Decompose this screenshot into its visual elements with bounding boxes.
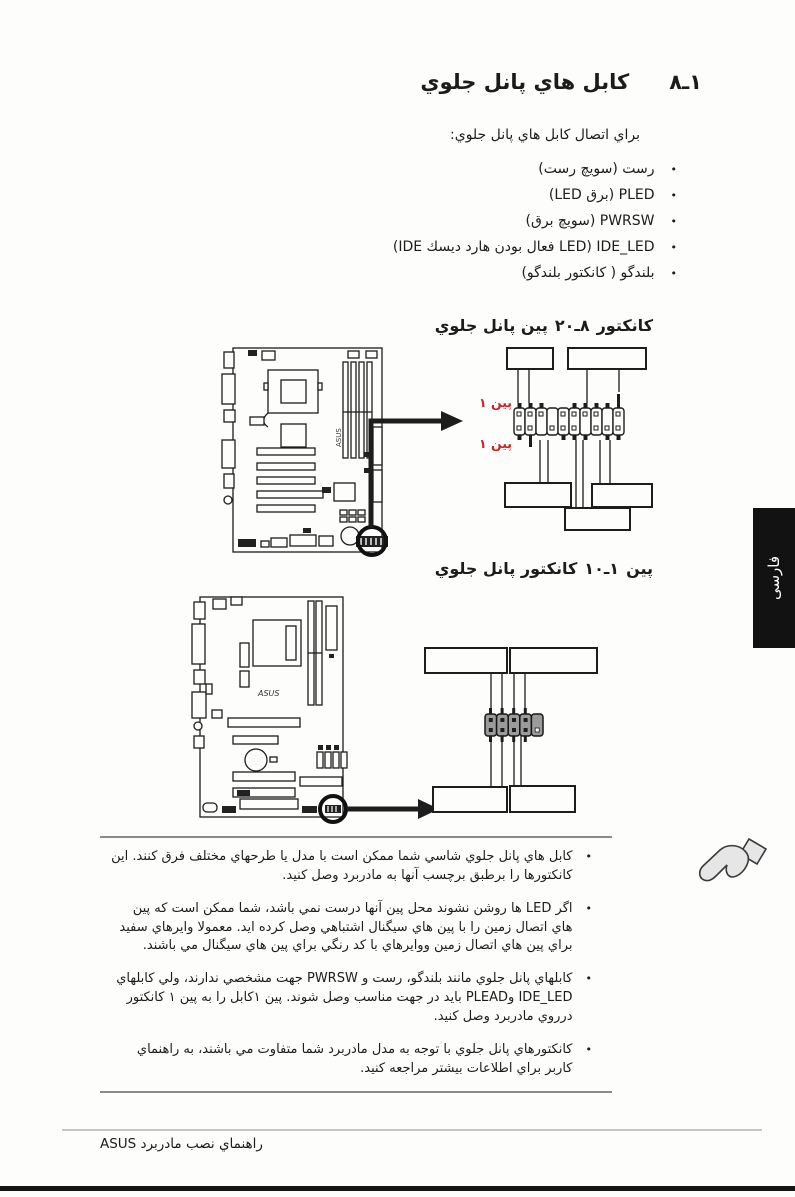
- motherboard-diagram-matx: [192, 597, 347, 817]
- heading-word: كانكتور: [596, 316, 653, 335]
- front-panel-diagram-20-8: [215, 340, 665, 560]
- list-item-label: PLED (برق LED): [548, 187, 655, 203]
- motherboard-diagram-atx: [222, 348, 382, 552]
- callout-arrow: [347, 799, 439, 819]
- heading-rest: كانكتور پانل جلوي: [434, 559, 578, 578]
- list-item-label: بلندگو ( كانكتور بلندگو): [521, 265, 655, 281]
- heading-word: پين: [626, 559, 653, 578]
- label-box: [425, 648, 507, 673]
- bullet-dot: •: [585, 850, 592, 863]
- bullet-dot: •: [585, 1042, 592, 1056]
- pin1-label-top: پين ١: [478, 395, 512, 410]
- list-item-label: PWRSW (سويچ برق): [525, 213, 655, 229]
- note-item: [110, 848, 592, 886]
- heading-rest: پين پانل جلوي: [434, 316, 548, 335]
- page-title: [420, 70, 702, 94]
- hand-note-icon: [690, 834, 770, 906]
- cable-list: [393, 161, 677, 291]
- note-item: [110, 970, 592, 1027]
- list-item: [393, 187, 677, 203]
- notes-block: [110, 848, 592, 1092]
- list-item: [393, 239, 677, 255]
- label-box: [505, 483, 571, 507]
- pin1-label-bottom: پين ١: [478, 436, 512, 451]
- bullet-dot: •: [670, 267, 677, 280]
- note-item: [110, 1041, 592, 1079]
- section-heading-10-1: [435, 559, 653, 578]
- callout-arrow: [371, 411, 463, 528]
- label-box: [507, 348, 553, 369]
- note-text: كانكتورهاي پانل جلوي با توجه به مدل مادربرد شما متفاوت مي باشند، به راهنماي كاربر براي اطلاعات بيشتر مراجعه كنيد.: [136, 1041, 573, 1076]
- label-box: [592, 484, 652, 507]
- bullet-dot: •: [585, 972, 592, 986]
- note-text: كابل هاي پانل جلوي شاسي شما ممكن است با مدل يا طرحهاي مختلف فرق كنند. اين كانكتورها را برطبق برچسب آنها به مادربرد وصل كنيد.: [111, 849, 573, 883]
- label-box: [510, 786, 575, 812]
- language-tab: [753, 508, 795, 648]
- board-logo-text: ASUS: [335, 428, 343, 447]
- bullet-dot: •: [670, 163, 677, 176]
- bullet-dot: •: [585, 901, 592, 915]
- note-item: [110, 900, 592, 957]
- list-item: [393, 265, 677, 281]
- label-box: [510, 648, 597, 673]
- front-panel-header-10-1: [485, 708, 543, 742]
- front-panel-header-20-8: [514, 394, 624, 447]
- list-item-label: IDE_LED (LED فعال بودن هارد ديسك IDE): [392, 239, 655, 255]
- heading-number: ٢٠ـ٨: [554, 316, 590, 335]
- intro-text: براي اتصال كابل هاي پانل جلوي:: [450, 127, 640, 143]
- label-box: [565, 508, 630, 530]
- board-logo-text: ASUS: [258, 689, 280, 698]
- heading-number: ١٠ـ١: [584, 559, 620, 578]
- label-box: [568, 348, 646, 369]
- connector-labels-20-8: [505, 348, 652, 530]
- bullet-dot: •: [670, 215, 677, 228]
- page-edge-bar: [0, 1186, 795, 1191]
- page-title-text: كابل هاي پانل جلوي: [420, 70, 630, 94]
- footer-text: راهنماي نصب مادربرد ASUS: [100, 1136, 263, 1152]
- footer-rule: [62, 1129, 762, 1131]
- language-tab-label: فارسى: [765, 555, 783, 601]
- bullet-dot: •: [670, 189, 677, 202]
- front-panel-diagram-10-1: [190, 592, 645, 824]
- note-text: كابلهاي پانل جلوي مانند بلندگو، رست و PWRSW جهت مشخصي ندارند، ولي كابلهاي IDE_LED وPLEAD بايد در جهت مناسب وصل شوند. پين ١كابل را به پين ١ كانكتور درروي مادربرد وصل كنيد.: [116, 971, 573, 1024]
- section-heading-20-8: [435, 316, 653, 335]
- note-text: اگر LED ها روشن نشوند محل پين آنها درست نمي باشد، شما ممكن است كه پين هاي اتصال زمين را با پين هاي سيگنال اشتباهي وصل كرده ايد. معمولا وايرهاي سفيد براي پين هاي اتصال زمين ووايرهاي با كد رنگي براي پين هاي سيگنال مي باشند.: [119, 900, 573, 954]
- section-number: ٨ـ١: [669, 70, 702, 94]
- notes-top-rule: [100, 836, 612, 838]
- bullet-dot: •: [670, 241, 677, 254]
- list-item: [393, 161, 677, 177]
- list-item: [393, 213, 677, 229]
- list-item-label: رست (سويچ رست): [538, 161, 655, 177]
- label-box: [433, 787, 507, 812]
